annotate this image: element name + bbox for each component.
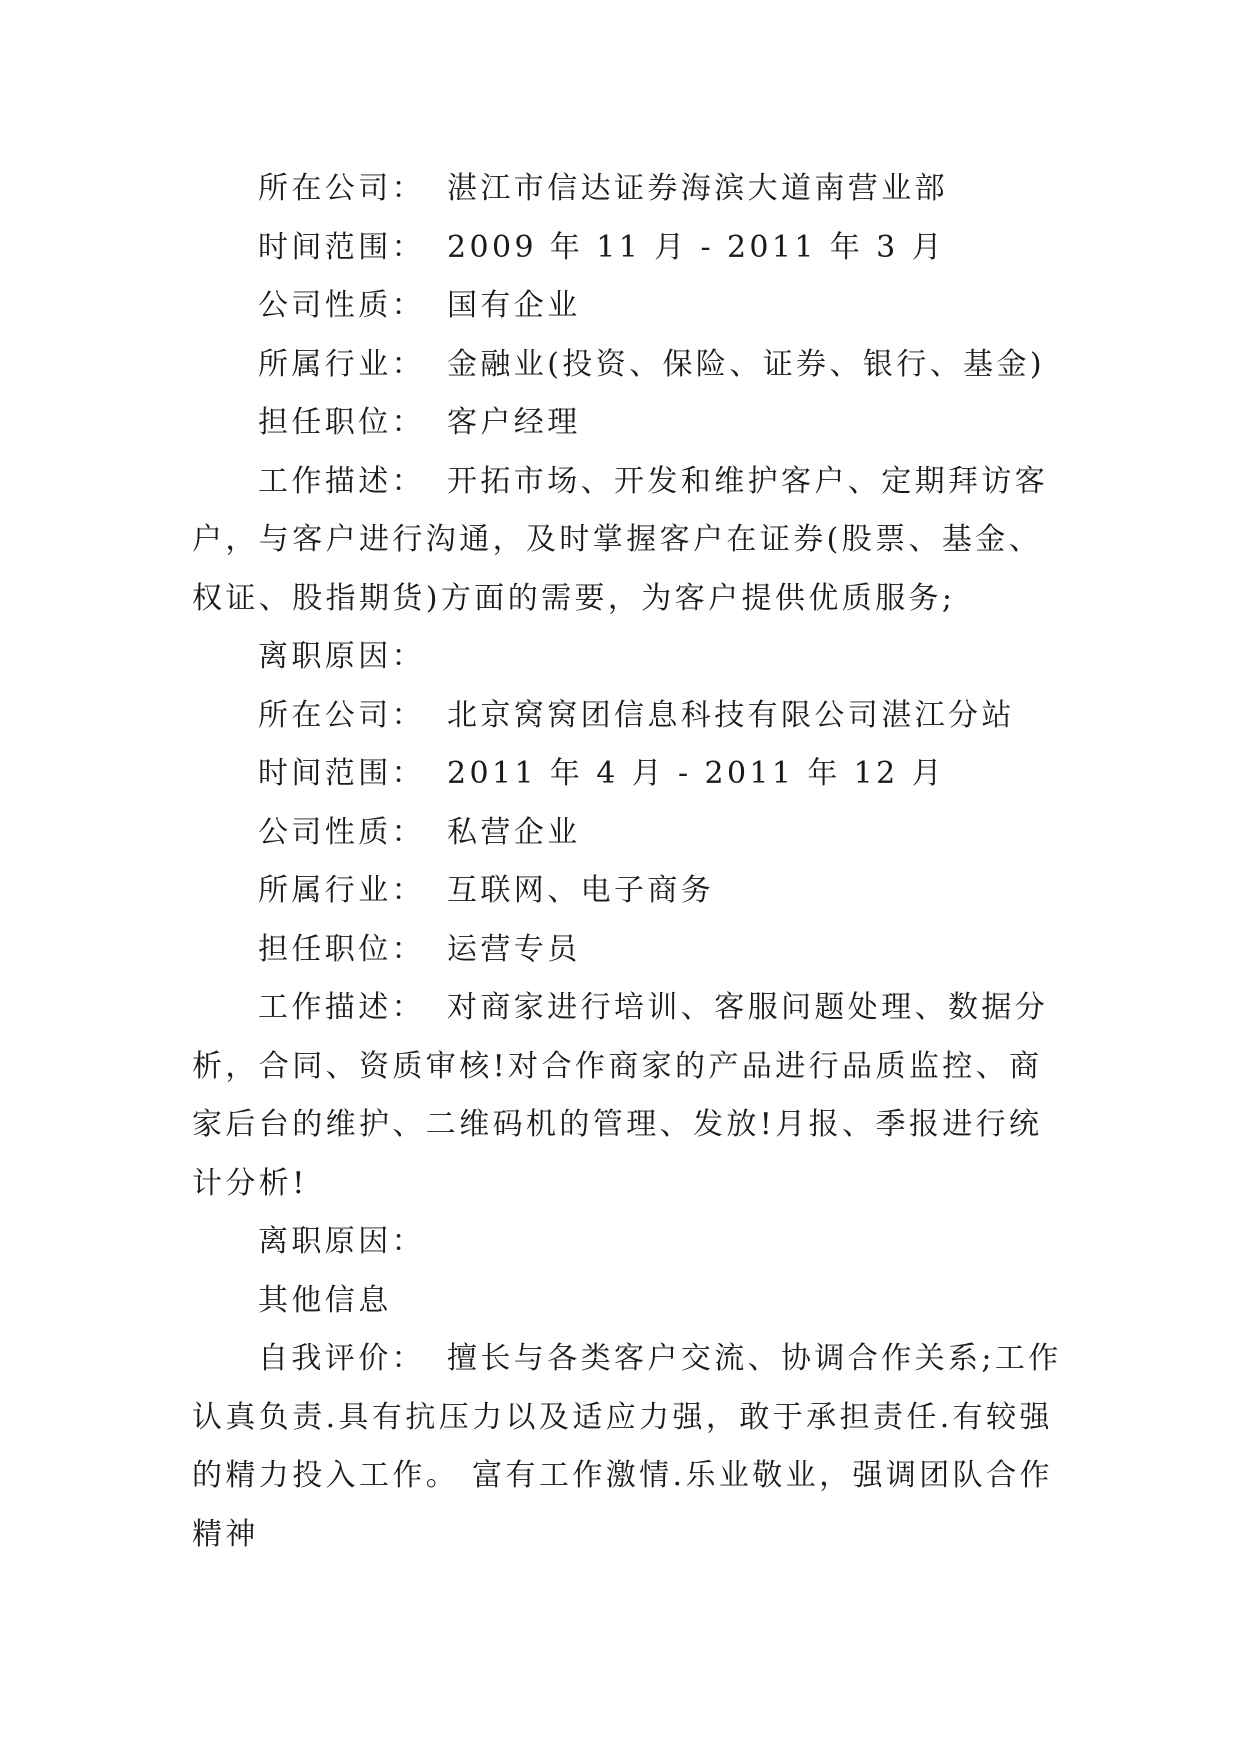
other-heading: 其他信息	[258, 1282, 392, 1318]
job1-period-value: 2009 年 11 月 - 2011 年 3 月	[447, 229, 945, 265]
self-eval-label: 自我评价：	[258, 1341, 425, 1376]
job2-desc-label: 工作描述：	[258, 990, 425, 1025]
self-eval-row	[192, 1330, 1062, 1389]
job1-desc-line2: 户，与客户进行沟通，及时掌握客户在证券(股票、基金、	[192, 522, 1043, 557]
job2-industry-value: 互联网、电子商务	[447, 873, 715, 908]
job1-desc-line3: 权证、股指期货)方面的需要，为客户提供优质服务;	[192, 580, 956, 616]
job2-position-label: 担任职位：	[258, 931, 425, 967]
job2-period-label: 时间范围：	[258, 756, 425, 791]
job1-desc-line1: 开拓市场、开发和维护客户、定期拜访客	[447, 463, 1049, 499]
self-eval-line1: 擅长与各类客户交流、协调合作关系;工作	[447, 1341, 1062, 1376]
job1-nature-value: 国有企业	[447, 288, 581, 323]
job1-position-row	[192, 394, 1052, 453]
job1-period-label: 时间范围：	[258, 229, 425, 265]
job2-industry-row	[192, 862, 1052, 921]
job2-company-label: 所在公司：	[258, 697, 425, 733]
job2-industry-label: 所属行业：	[258, 873, 425, 908]
job2-desc-row	[192, 979, 1052, 1038]
job1-position-label: 担任职位：	[258, 405, 425, 440]
job1-industry-value: 金融业(投资、保险、证券、银行、基金)	[447, 346, 1046, 382]
job2-period-row	[192, 745, 1052, 804]
self-eval-line4: 精神	[192, 1516, 259, 1552]
resume-content	[192, 160, 1062, 1564]
job1-leave-row	[192, 628, 1052, 687]
job2-position-value: 运营专员	[447, 931, 581, 967]
job1-desc-label: 工作描述：	[258, 463, 425, 499]
job2-leave-row	[192, 1213, 1052, 1272]
job1-company-row	[192, 160, 1052, 219]
job2-period-value: 2011 年 4 月 - 2011 年 12 月	[447, 756, 945, 791]
job2-desc-line1: 对商家进行培训、客服问题处理、数据分	[447, 990, 1049, 1025]
job2-desc-line3: 家后台的维护、二维码机的管理、发放!月报、季报进行统	[192, 1107, 1043, 1142]
job2-nature-row	[192, 804, 1052, 863]
job1-desc-row	[192, 453, 1052, 512]
job2-nature-value: 私营企业	[447, 814, 581, 850]
job2-position-row	[192, 921, 1052, 980]
self-eval-line3: 的精力投入工作。 富有工作激情.乐业敬业，强调团队合作	[192, 1458, 1053, 1493]
job1-nature-row	[192, 277, 1052, 336]
self-eval-line2: 认真负责.具有抗压力以及适应力强，敢于承担责任.有较强	[192, 1399, 1053, 1435]
job2-nature-label: 公司性质：	[258, 814, 425, 850]
job1-industry-row	[192, 336, 1052, 395]
job2-company-value: 北京窝窝团信息科技有限公司湛江分站	[447, 697, 1015, 733]
job1-leave-label: 离职原因：	[258, 639, 425, 674]
job2-desc-line4: 计分析!	[192, 1165, 308, 1201]
job1-company-value: 湛江市信达证券海滨大道南营业部	[447, 171, 948, 206]
job1-company-label: 所在公司：	[258, 171, 425, 206]
job1-nature-label: 公司性质：	[258, 288, 425, 323]
job1-industry-label: 所属行业：	[258, 346, 425, 382]
job2-leave-label: 离职原因：	[258, 1224, 425, 1259]
job2-company-row	[192, 687, 1052, 746]
job1-period-row	[192, 219, 1052, 278]
job1-position-value: 客户经理	[447, 405, 581, 440]
job2-desc-line2: 析，合同、资质审核!对合作商家的产品进行品质监控、商	[192, 1048, 1043, 1084]
